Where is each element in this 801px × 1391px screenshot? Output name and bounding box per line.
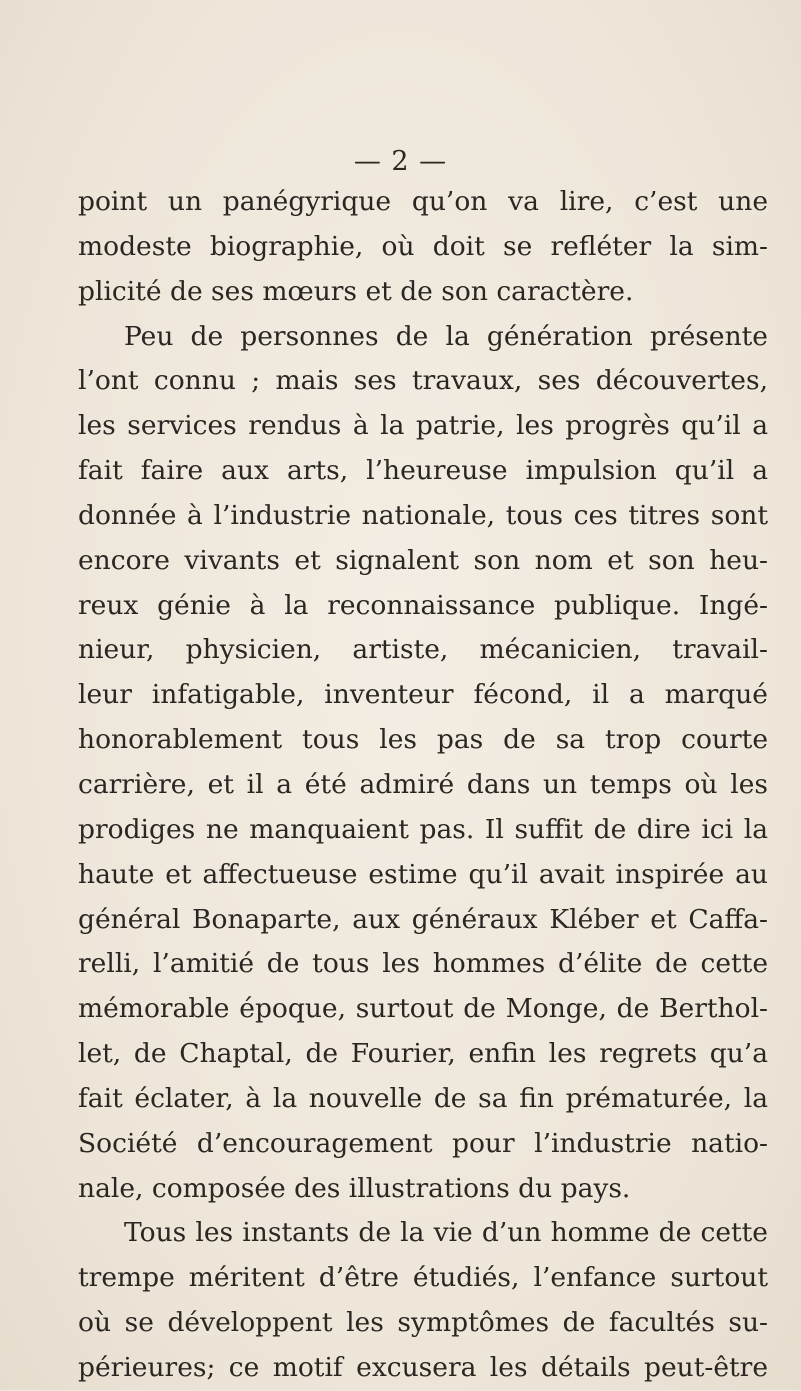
text-line: honorablement tous les pas de sa trop courte [78, 724, 768, 756]
text-line: let, de Chaptal, de Fourier, enfin les regrets qu’a [78, 1038, 768, 1070]
text-line: point un panégyrique qu’on va lire, c’est une [78, 186, 768, 217]
text-line: fait éclater, à la nouvelle de sa fin prématurée, la [78, 1082, 768, 1114]
text-line: périeures; ce motif excusera les détails peut-être [78, 1351, 768, 1383]
text-line: nieur, physicien, artiste, mécanicien, travail- [78, 634, 768, 666]
text-line: les services rendus à la patrie, les progrès qu’il a [78, 410, 768, 442]
text-line: mémorable époque, surtout de Monge, de Berthol- [78, 993, 768, 1025]
text-line: carrière, et il a été admiré dans un temps où les [78, 768, 768, 800]
text-line: donnée à l’industrie nationale, tous ces titres sont [78, 499, 768, 531]
text-line: leur infatigable, inventeur fécond, il a marqué [78, 679, 768, 711]
text-line: l’ont connu ; mais ses travaux, ses découvertes, [78, 365, 768, 397]
text-line: prodiges ne manquaient pas. Il suffit de dire ici la [78, 813, 768, 845]
paragraph-start-line: Tous les instants de la vie d’un homme de cette [124, 1217, 768, 1249]
text-line: où se développent les symptômes de facultés su- [78, 1307, 768, 1339]
body-text [78, 180, 768, 1391]
text-line: haute et affectueuse estime qu’il avait inspirée au [78, 858, 768, 890]
text-line: nale, composée des illustrations du pays. [78, 1172, 631, 1204]
text-line: général Bonaparte, aux généraux Kléber et Caffa- [78, 903, 768, 935]
text-line: Société d’encouragement pour l’industrie natio- [78, 1127, 768, 1159]
text-line: modeste biographie, où doit se refléter la sim- [78, 230, 768, 262]
text-line: plicité de ses mœurs et de son caractère. [78, 275, 634, 307]
text-line: fait faire aux arts, l’heureuse impulsion qu’il a [78, 455, 768, 487]
text-line: reux génie à la reconnaissance publique. Ingé- [78, 589, 768, 621]
text-line: trempe méritent d’être étudiés, l’enfance surtout [78, 1262, 768, 1294]
text-line: encore vivants et signalent son nom et son heu- [78, 544, 768, 576]
text-line: relli, l’amitié de tous les hommes d’élite de cette [78, 948, 768, 980]
page-number: — 2 — [353, 146, 448, 177]
paragraph-start-line: Peu de personnes de la génération présente [124, 320, 768, 352]
